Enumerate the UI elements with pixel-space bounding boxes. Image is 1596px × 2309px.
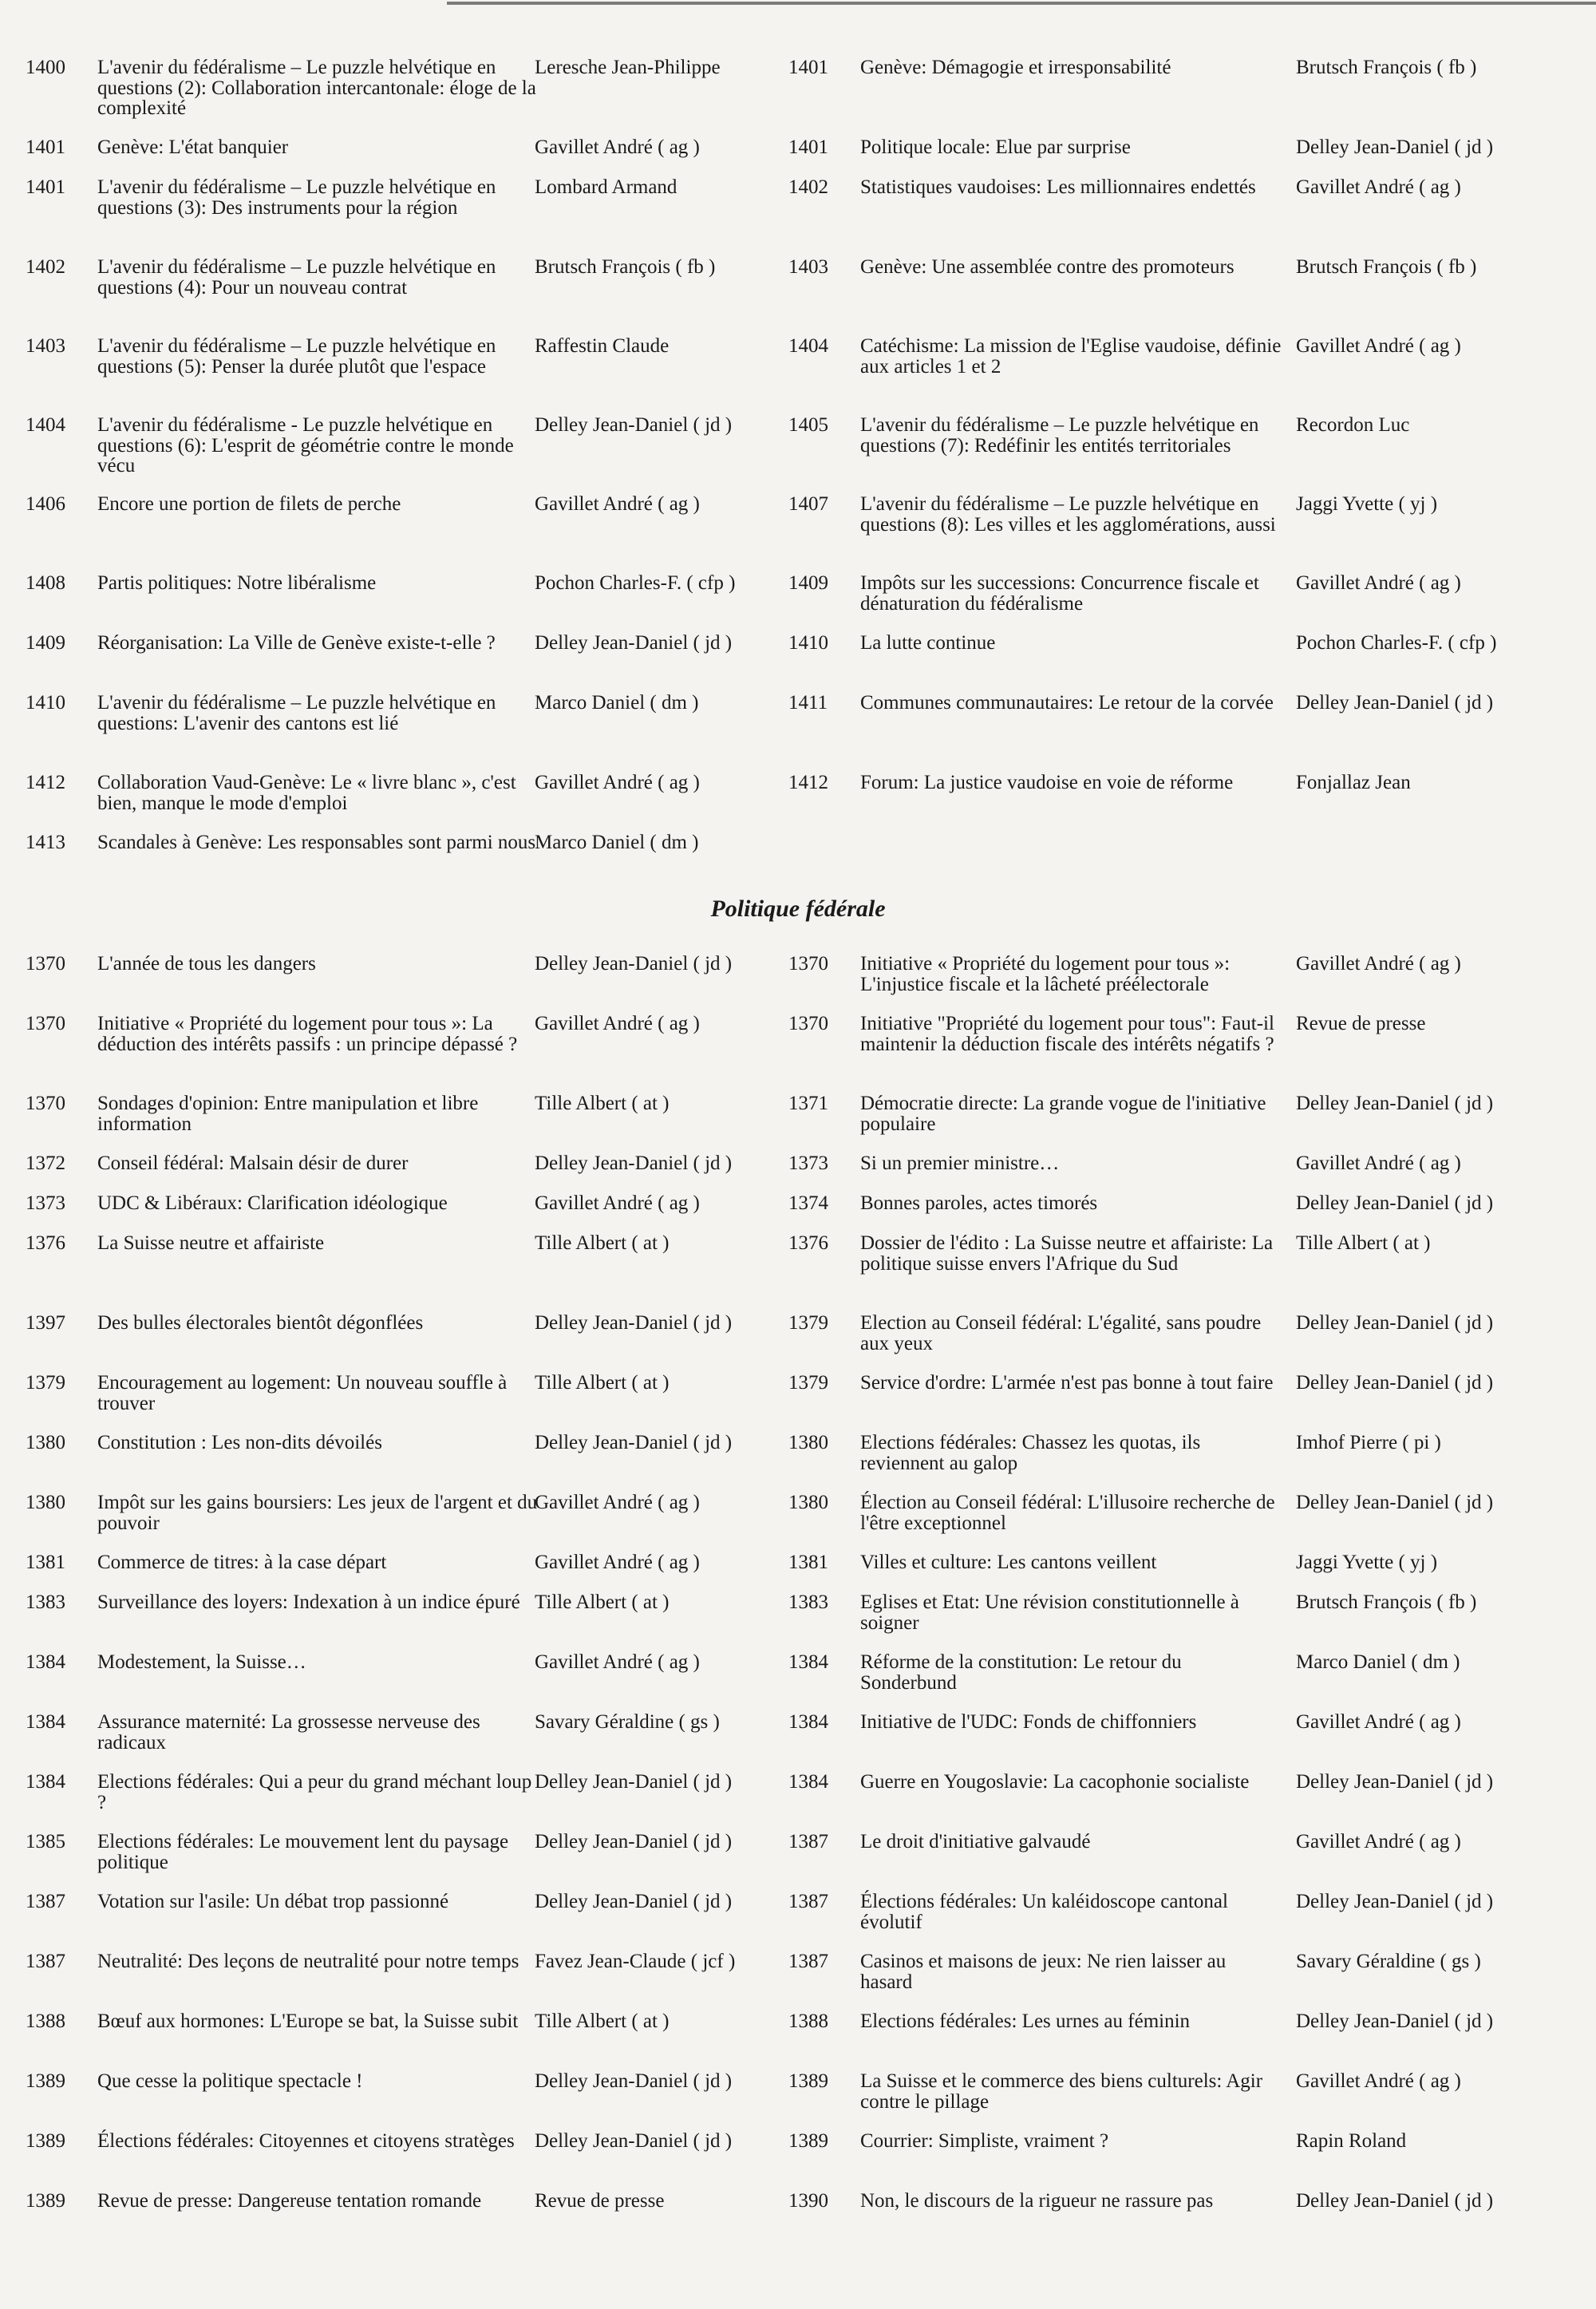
article-title: Genève: Une assemblée contre des promoteurs (860, 256, 1235, 278)
article-author: Tille Albert ( at ) (535, 1093, 670, 1114)
article-author: Delley Jean-Daniel ( jd ) (1296, 1492, 1494, 1513)
article-author: Delley Jean-Daniel ( jd ) (1296, 1312, 1494, 1334)
issue-number: 1370 (26, 953, 65, 975)
article-author: Delley Jean-Daniel ( jd ) (535, 632, 733, 654)
article-title: Elections fédérales: Les urnes au féminin (860, 2010, 1191, 2032)
article-author: Gavillet André ( ag ) (1296, 572, 1461, 594)
issue-number: 1380 (26, 1492, 65, 1513)
issue-number: 1401 (788, 136, 828, 158)
article-author: Raffestin Claude (535, 335, 670, 357)
issue-number: 1403 (26, 335, 65, 357)
article-author: Tille Albert ( at ) (535, 1591, 670, 1613)
issue-number: 1371 (788, 1093, 828, 1114)
article-author: Savary Géraldine ( gs ) (535, 1711, 720, 1733)
issue-number: 1408 (26, 572, 65, 594)
article-author: Gavillet André ( ag ) (1296, 953, 1461, 975)
article-author: Tille Albert ( at ) (535, 2010, 670, 2032)
issue-number: 1403 (788, 256, 828, 278)
article-title: Surveillance des loyers: Indexation à un indice épuré (97, 1591, 520, 1613)
article-title: Genève: Démagogie et irresponsabilité (860, 57, 1171, 78)
article-title: Non, le discours de la rigueur ne rassure pas (860, 2190, 1214, 2212)
article-author: Gavillet André ( ag ) (535, 1552, 700, 1573)
article-author: Brutsch François ( fb ) (535, 256, 716, 278)
issue-number: 1387 (788, 1951, 828, 1972)
article-author: Gavillet André ( ag ) (1296, 335, 1461, 357)
issue-number: 1380 (26, 1432, 65, 1453)
article-title: Conseil fédéral: Malsain désir de durer (97, 1153, 409, 1174)
issue-number: 1384 (788, 1651, 828, 1673)
article-title: Catéchisme: La mission de l'Eglise vaudoise, définie aux articles 1 et 2 (860, 335, 1282, 378)
issue-number: 1370 (788, 953, 828, 975)
article-author: Gavillet André ( ag ) (535, 1651, 700, 1673)
issue-number: 1384 (26, 1711, 65, 1733)
article-author: Jaggi Yvette ( yj ) (1296, 493, 1438, 515)
issue-number: 1370 (26, 1013, 65, 1034)
article-title: Des bulles électorales bientôt dégonflées (97, 1312, 424, 1334)
article-author: Gavillet André ( ag ) (535, 1192, 700, 1214)
issue-number: 1387 (788, 1831, 828, 1852)
article-title: Initiative « Propriété du logement pour tous »: L'injustice fiscale et la lâcheté préélectorale (860, 953, 1231, 995)
article-title: Commerce de titres: à la case départ (97, 1552, 387, 1573)
article-author: Delley Jean-Daniel ( jd ) (535, 1831, 733, 1852)
article-author: Delley Jean-Daniel ( jd ) (1296, 1372, 1494, 1394)
article-author: Jaggi Yvette ( yj ) (1296, 1552, 1438, 1573)
issue-number: 1401 (26, 136, 65, 158)
issue-number: 1380 (788, 1492, 828, 1513)
issue-number: 1387 (788, 1891, 828, 1912)
issue-number: 1381 (788, 1552, 828, 1573)
issue-number: 1389 (26, 2070, 65, 2092)
article-title: Elections fédérales: Qui a peur du grand méchant loup ? (97, 1771, 532, 1813)
article-author: Tille Albert ( at ) (1296, 1232, 1431, 1254)
article-author: Brutsch François ( fb ) (1296, 57, 1477, 78)
article-author: Delley Jean-Daniel ( jd ) (1296, 2010, 1494, 2032)
article-author: Pochon Charles-F. ( cfp ) (1296, 632, 1497, 654)
article-author: Gavillet André ( ag ) (1296, 1831, 1461, 1852)
article-title: L'avenir du fédéralisme – Le puzzle helvétique en questions (5): Penser la durée plutôt que l'espace (97, 335, 496, 378)
article-title: Dossier de l'édito : La Suisse neutre et affairiste: La politique suisse envers l'Afrique du Sud (860, 1232, 1274, 1275)
article-title: L'avenir du fédéralisme - Le puzzle helvétique en questions (6): L'esprit de géométrie contre le monde vécu (97, 414, 514, 476)
issue-number: 1373 (788, 1153, 828, 1174)
article-author: Gavillet André ( ag ) (1296, 1153, 1461, 1174)
issue-number: 1373 (26, 1192, 65, 1214)
article-author: Delley Jean-Daniel ( jd ) (1296, 1093, 1494, 1114)
issue-number: 1384 (26, 1651, 65, 1673)
issue-number: 1402 (788, 176, 828, 198)
article-author: Tille Albert ( at ) (535, 1232, 670, 1254)
issue-number: 1374 (788, 1192, 828, 1214)
article-title: Courrier: Simpliste, vraiment ? (860, 2130, 1109, 2152)
article-title: Sondages d'opinion: Entre manipulation et libre information (97, 1093, 479, 1135)
article-author: Brutsch François ( fb ) (1296, 256, 1477, 278)
article-title: Communes communautaires: Le retour de la corvée (860, 692, 1274, 714)
article-author: Delley Jean-Daniel ( jd ) (535, 953, 733, 975)
article-title: L'avenir du fédéralisme – Le puzzle helvétique en questions (2): Collaboration intercantonale: éloge de la complexité (97, 57, 536, 119)
article-title: Constitution : Les non-dits dévoilés (97, 1432, 382, 1453)
article-title: Forum: La justice vaudoise en voie de réforme (860, 772, 1234, 793)
article-author: Marco Daniel ( dm ) (1296, 1651, 1460, 1673)
issue-number: 1397 (26, 1312, 65, 1334)
issue-number: 1389 (26, 2190, 65, 2212)
article-title: L'avenir du fédéralisme – Le puzzle helvétique en questions (4): Pour un nouveau contrat (97, 256, 496, 299)
issue-number: 1410 (788, 632, 828, 654)
issue-number: 1401 (788, 57, 828, 78)
article-title: Réorganisation: La Ville de Genève existe-t-elle ? (97, 632, 496, 654)
section-heading: Politique fédérale (710, 896, 886, 922)
article-author: Marco Daniel ( dm ) (535, 692, 699, 714)
issue-number: 1401 (26, 176, 65, 198)
article-author: Leresche Jean-Philippe (535, 57, 721, 78)
article-author: Delley Jean-Daniel ( jd ) (535, 1312, 733, 1334)
article-title: Villes et culture: Les cantons veillent (860, 1552, 1157, 1573)
article-title: La Suisse et le commerce des biens culturels: Agir contre le pillage (860, 2070, 1263, 2113)
article-title: Casinos et maisons de jeux: Ne rien laisser au hasard (860, 1951, 1227, 1993)
article-title: Bonnes paroles, actes timorés (860, 1192, 1098, 1214)
article-title: Assurance maternité: La grossesse nerveuse des radicaux (97, 1711, 480, 1753)
issue-number: 1412 (26, 772, 65, 793)
article-title: Election au Conseil fédéral: L'égalité, sans poudre aux yeux (860, 1312, 1262, 1354)
issue-number: 1405 (788, 414, 828, 436)
issue-number: 1376 (26, 1232, 65, 1254)
article-title: Votation sur l'asile: Un débat trop passionné (97, 1891, 449, 1912)
article-title: L'avenir du fédéralisme – Le puzzle helvétique en questions (7): Redéfinir les entités territoriales (860, 414, 1259, 457)
article-title: La lutte continue (860, 632, 996, 654)
article-title: Revue de presse: Dangereuse tentation romande (97, 2190, 482, 2212)
article-author: Favez Jean-Claude ( jcf ) (535, 1951, 736, 1972)
article-title: Statistiques vaudoises: Les millionnaires endettés (860, 176, 1256, 198)
issue-number: 1387 (26, 1891, 65, 1912)
issue-number: 1379 (26, 1372, 65, 1394)
issue-number: 1402 (26, 256, 65, 278)
issue-number: 1385 (26, 1831, 65, 1852)
article-title: Initiative « Propriété du logement pour tous »: La déduction des intérêts passifs : un principe dépassé ? (97, 1013, 518, 1055)
article-title: Le droit d'initiative galvaudé (860, 1831, 1091, 1852)
article-author: Delley Jean-Daniel ( jd ) (535, 2130, 733, 2152)
issue-number: 1409 (788, 572, 828, 594)
article-author: Tille Albert ( at ) (535, 1372, 670, 1394)
issue-number: 1407 (788, 493, 828, 515)
article-title: L'avenir du fédéralisme – Le puzzle helvétique en questions (3): Des instruments pour la région (97, 176, 496, 219)
article-author: Revue de presse (535, 2190, 665, 2212)
article-author: Gavillet André ( ag ) (1296, 176, 1461, 198)
article-title: La Suisse neutre et affairiste (97, 1232, 325, 1254)
article-title: Impôt sur les gains boursiers: Les jeux de l'argent et du pouvoir (97, 1492, 538, 1534)
article-author: Gavillet André ( ag ) (535, 136, 700, 158)
article-title: Si un premier ministre… (860, 1153, 1060, 1174)
article-title: Scandales à Genève: Les responsables sont parmi nous (97, 832, 536, 853)
article-title: Genève: L'état banquier (97, 136, 289, 158)
issue-number: 1380 (788, 1432, 828, 1453)
article-title: Que cesse la politique spectacle ! (97, 2070, 363, 2092)
article-title: Initiative de l'UDC: Fonds de chiffonniers (860, 1711, 1197, 1733)
issue-number: 1384 (26, 1771, 65, 1793)
article-title: UDC & Libéraux: Clarification idéologique (97, 1192, 448, 1214)
article-title: Service d'ordre: L'armée n'est pas bonne à tout faire (860, 1372, 1274, 1394)
issue-number: 1409 (26, 632, 65, 654)
issue-number: 1379 (788, 1312, 828, 1334)
article-author: Delley Jean-Daniel ( jd ) (1296, 2190, 1494, 2212)
issue-number: 1404 (26, 414, 65, 436)
issue-number: 1372 (26, 1153, 65, 1174)
issue-number: 1384 (788, 1711, 828, 1733)
article-author: Gavillet André ( ag ) (535, 1013, 700, 1034)
article-title: Initiative "Propriété du logement pour tous": Faut-il maintenir la déduction fiscale des intérêts négatifs ? (860, 1013, 1274, 1055)
article-author: Gavillet André ( ag ) (535, 493, 700, 515)
article-title: Élections fédérales: Un kaléidoscope cantonal évolutif (860, 1891, 1228, 1933)
article-author: Savary Géraldine ( gs ) (1296, 1951, 1481, 1972)
article-title: Politique locale: Elue par surprise (860, 136, 1131, 158)
article-author: Brutsch François ( fb ) (1296, 1591, 1477, 1613)
article-author: Pochon Charles-F. ( cfp ) (535, 572, 736, 594)
issue-number: 1370 (788, 1013, 828, 1034)
article-author: Delley Jean-Daniel ( jd ) (1296, 1891, 1494, 1912)
article-title: Élections fédérales: Citoyennes et citoyens stratèges (97, 2130, 515, 2152)
article-author: Delley Jean-Daniel ( jd ) (1296, 136, 1494, 158)
article-author: Delley Jean-Daniel ( jd ) (1296, 692, 1494, 714)
issue-number: 1381 (26, 1552, 65, 1573)
article-title: Élection au Conseil fédéral: L'illusoire recherche de l'être exceptionnel (860, 1492, 1275, 1534)
article-author: Fonjallaz Jean (1296, 772, 1411, 793)
issue-number: 1388 (26, 2010, 65, 2032)
article-title: L'avenir du fédéralisme – Le puzzle helvétique en questions: L'avenir des cantons est lié (97, 692, 496, 734)
article-author: Rapin Roland (1296, 2130, 1407, 2152)
article-author: Delley Jean-Daniel ( jd ) (535, 1153, 733, 1174)
article-author: Gavillet André ( ag ) (535, 1492, 700, 1513)
issue-number: 1370 (26, 1093, 65, 1114)
issue-number: 1389 (788, 2130, 828, 2152)
issue-number: 1379 (788, 1372, 828, 1394)
article-title: L'avenir du fédéralisme – Le puzzle helvétique en questions (8): Les villes et les agglomérations, aussi (860, 493, 1276, 536)
issue-number: 1413 (26, 832, 65, 853)
issue-number: 1400 (26, 57, 65, 78)
article-title: Modestement, la Suisse… (97, 1651, 306, 1673)
article-author: Delley Jean-Daniel ( jd ) (535, 2070, 733, 2092)
issue-number: 1411 (788, 692, 828, 714)
article-author: Recordon Luc (1296, 414, 1410, 436)
issue-number: 1406 (26, 493, 65, 515)
issue-number: 1384 (788, 1771, 828, 1793)
top-rule (447, 2, 1596, 5)
article-author: Gavillet André ( ag ) (535, 772, 700, 793)
issue-number: 1390 (788, 2190, 828, 2212)
article-title: Encore une portion de filets de perche (97, 493, 401, 515)
article-title: Guerre en Yougoslavie: La cacophonie socialiste (860, 1771, 1250, 1793)
issue-number: 1383 (788, 1591, 828, 1613)
article-title: Elections fédérales: Chassez les quotas, ils reviennent au galop (860, 1432, 1201, 1474)
article-author: Delley Jean-Daniel ( jd ) (535, 414, 733, 436)
article-author: Delley Jean-Daniel ( jd ) (1296, 1771, 1494, 1793)
article-author: Delley Jean-Daniel ( jd ) (535, 1891, 733, 1912)
article-author: Gavillet André ( ag ) (1296, 2070, 1461, 2092)
article-author: Imhof Pierre ( pi ) (1296, 1432, 1441, 1453)
issue-number: 1383 (26, 1591, 65, 1613)
issue-number: 1412 (788, 772, 828, 793)
article-title: Eglises et Etat: Une révision constitutionnelle à soigner (860, 1591, 1239, 1634)
article-title: Réforme de la constitution: Le retour du Sonderbund (860, 1651, 1182, 1694)
article-title: Elections fédérales: Le mouvement lent du paysage politique (97, 1831, 509, 1873)
article-title: Collaboration Vaud-Genève: Le « livre blanc », c'est bien, manque le mode d'emploi (97, 772, 516, 814)
issue-number: 1404 (788, 335, 828, 357)
article-title: Impôts sur les successions: Concurrence fiscale et dénaturation du fédéralisme (860, 572, 1259, 615)
article-title: Neutralité: Des leçons de neutralité pour notre temps (97, 1951, 519, 1972)
issue-number: 1387 (26, 1951, 65, 1972)
issue-number: 1388 (788, 2010, 828, 2032)
article-author: Delley Jean-Daniel ( jd ) (1296, 1192, 1494, 1214)
article-author: Marco Daniel ( dm ) (535, 832, 699, 853)
issue-number: 1389 (788, 2070, 828, 2092)
issue-number: 1376 (788, 1232, 828, 1254)
issue-number: 1389 (26, 2130, 65, 2152)
article-title: Bœuf aux hormones: L'Europe se bat, la Suisse subit (97, 2010, 519, 2032)
issue-number: 1410 (26, 692, 65, 714)
article-title: Partis politiques: Notre libéralisme (97, 572, 377, 594)
article-author: Revue de presse (1296, 1013, 1426, 1034)
article-author: Delley Jean-Daniel ( jd ) (535, 1432, 733, 1453)
article-author: Delley Jean-Daniel ( jd ) (535, 1771, 733, 1793)
article-author: Gavillet André ( ag ) (1296, 1711, 1461, 1733)
article-title: Encouragement au logement: Un nouveau souffle à trouver (97, 1372, 508, 1414)
article-title: L'année de tous les dangers (97, 953, 316, 975)
article-title: Démocratie directe: La grande vogue de l'initiative populaire (860, 1093, 1266, 1135)
article-author: Lombard Armand (535, 176, 678, 198)
